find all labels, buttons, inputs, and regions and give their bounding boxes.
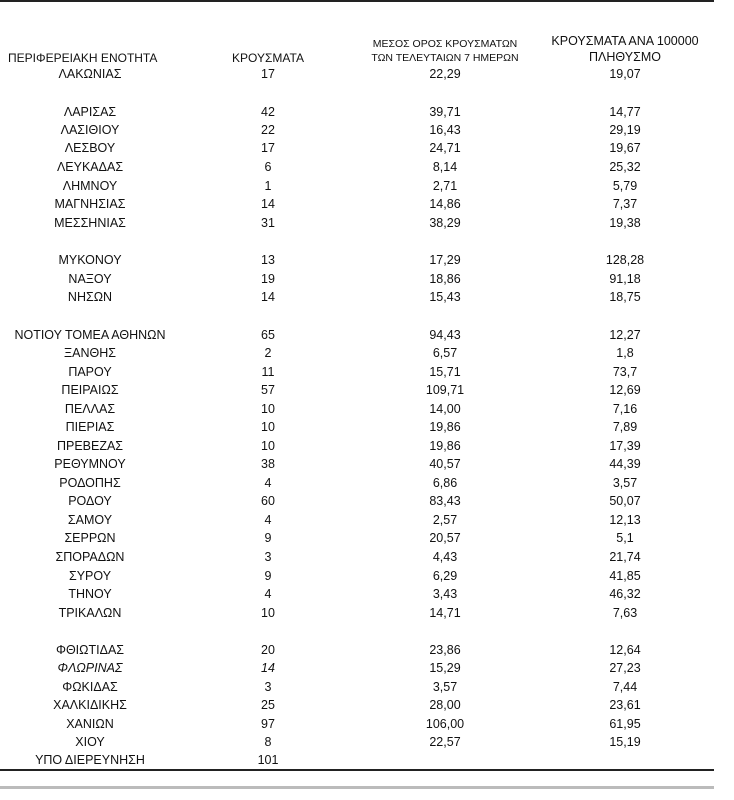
avg-cell: 19,86 bbox=[429, 439, 461, 453]
header-per-line2: ΠΛΗΘΥΣΜΟ bbox=[589, 50, 661, 64]
per100k-cell: 46,32 bbox=[609, 587, 641, 601]
table-row bbox=[0, 363, 714, 382]
table-row bbox=[0, 604, 714, 623]
per100k-cell: 91,18 bbox=[609, 272, 641, 286]
table-row bbox=[0, 103, 714, 122]
bottom-rule bbox=[0, 769, 714, 771]
region-cell: ΝΑΞΟΥ bbox=[68, 272, 112, 286]
region-cell: ΛΑΚΩΝΙΑΣ bbox=[58, 67, 122, 81]
table-row bbox=[0, 715, 714, 734]
per100k-cell: 18,75 bbox=[609, 290, 641, 304]
table-row bbox=[0, 455, 714, 474]
cases-cell: 13 bbox=[261, 253, 275, 267]
table-row bbox=[0, 659, 714, 678]
per100k-cell: 12,69 bbox=[609, 383, 641, 397]
table-row bbox=[0, 696, 714, 715]
table-row bbox=[0, 418, 714, 437]
per100k-cell: 29,19 bbox=[609, 123, 641, 137]
avg-cell: 18,86 bbox=[429, 272, 461, 286]
avg-cell: 2,71 bbox=[432, 179, 458, 193]
region-cell: ΡΕΘΥΜΝΟΥ bbox=[54, 457, 126, 471]
region-cell: ΤΡΙΚΑΛΩΝ bbox=[58, 606, 122, 620]
cases-cell: 97 bbox=[261, 717, 275, 731]
per100k-cell: 5,1 bbox=[616, 531, 634, 545]
cases-cell: 60 bbox=[261, 494, 275, 508]
header-per-100k bbox=[540, 33, 710, 65]
region-cell: ΣΕΡΡΩΝ bbox=[64, 531, 116, 545]
cases-cell: 11 bbox=[261, 365, 275, 379]
per100k-cell: 23,61 bbox=[609, 698, 641, 712]
cases-cell: 19 bbox=[261, 272, 275, 286]
region-cell: ΛΕΥΚΑΔΑΣ bbox=[56, 160, 124, 174]
per100k-cell: 7,89 bbox=[612, 420, 638, 434]
table-row bbox=[0, 567, 714, 586]
avg-cell: 19,86 bbox=[429, 420, 461, 434]
per100k-cell: 41,85 bbox=[609, 569, 641, 583]
region-cell: ΠΕΛΛΑΣ bbox=[64, 402, 116, 416]
region-cell: ΜΑΓΝΗΣΙΑΣ bbox=[54, 197, 126, 211]
avg-cell: 109,71 bbox=[425, 383, 465, 397]
per100k-cell: 12,27 bbox=[609, 328, 641, 342]
cases-cell: 1 bbox=[264, 179, 272, 193]
region-cell: ΛΕΣΒΟΥ bbox=[64, 141, 116, 155]
table-row bbox=[0, 381, 714, 400]
avg-cell: 2,57 bbox=[432, 513, 458, 527]
region-cell: ΝΗΣΩΝ bbox=[67, 290, 113, 304]
per100k-cell: 12,64 bbox=[609, 643, 641, 657]
region-cell: ΥΠΟ ΔΙΕΡΕΥΝΗΣΗ bbox=[35, 753, 145, 767]
per100k-cell: 44,39 bbox=[609, 457, 641, 471]
avg-cell: 14,00 bbox=[429, 402, 461, 416]
avg-cell: 23,86 bbox=[429, 643, 461, 657]
header-per-line1: ΚΡΟΥΣΜΑΤΑ ΑΝΑ 100000 bbox=[551, 34, 699, 48]
avg-cell: 24,71 bbox=[429, 141, 461, 155]
cases-cell: 3 bbox=[264, 550, 272, 564]
avg-cell: 6,86 bbox=[432, 476, 458, 490]
cases-cell: 57 bbox=[261, 383, 275, 397]
per100k-cell: 7,37 bbox=[612, 197, 638, 211]
table-row bbox=[0, 641, 714, 660]
table-row bbox=[0, 678, 714, 697]
table-row bbox=[0, 529, 714, 548]
region-cell: ΠΡΕΒΕΖΑΣ bbox=[56, 439, 124, 453]
table-row bbox=[0, 158, 714, 177]
avg-cell: 4,43 bbox=[432, 550, 458, 564]
avg-cell: 16,43 bbox=[429, 123, 461, 137]
region-cell: ΡΟΔΟΥ bbox=[68, 494, 112, 508]
per100k-cell: 7,63 bbox=[612, 606, 638, 620]
per100k-cell: 128,28 bbox=[605, 253, 645, 267]
cases-cell: 10 bbox=[261, 606, 275, 620]
avg-cell: 6,57 bbox=[432, 346, 458, 360]
per100k-cell: 3,57 bbox=[612, 476, 638, 490]
cases-cell: 8 bbox=[264, 735, 272, 749]
cases-cell: 10 bbox=[261, 402, 275, 416]
table-row bbox=[0, 195, 714, 214]
cases-cell: 10 bbox=[261, 439, 275, 453]
region-cell: ΠΙΕΡΙΑΣ bbox=[65, 420, 115, 434]
cases-cell: 42 bbox=[261, 105, 275, 119]
cases-cell: 14 bbox=[261, 197, 275, 211]
cases-cell: 20 bbox=[261, 643, 275, 657]
avg-cell: 8,14 bbox=[432, 160, 458, 174]
header-avg-line2: ΤΩΝ ΤΕΛΕΥΤΑΙΩΝ 7 ΗΜΕΡΩΝ bbox=[371, 52, 519, 64]
table-row bbox=[0, 177, 714, 196]
table-row bbox=[0, 65, 714, 84]
region-cell: ΞΑΝΘΗΣ bbox=[64, 346, 116, 360]
top-rule bbox=[0, 0, 714, 2]
cases-cell: 4 bbox=[264, 513, 272, 527]
region-cell: ΠΕΙΡΑΙΩΣ bbox=[61, 383, 119, 397]
cases-cell: 101 bbox=[257, 753, 279, 767]
cases-cell: 22 bbox=[261, 123, 275, 137]
region-cell: ΜΥΚΟΝΟΥ bbox=[58, 253, 122, 267]
table-row bbox=[0, 288, 714, 307]
region-cell: ΜΕΣΣΗΝΙΑΣ bbox=[54, 216, 126, 230]
avg-cell: 15,43 bbox=[429, 290, 461, 304]
per100k-cell: 50,07 bbox=[609, 494, 641, 508]
table-row bbox=[0, 474, 714, 493]
region-cell: ΦΛΩΡΙΝΑΣ bbox=[57, 661, 123, 675]
cases-cell: 4 bbox=[264, 476, 272, 490]
avg-cell: 106,00 bbox=[425, 717, 465, 731]
table-row bbox=[0, 585, 714, 604]
table-row bbox=[0, 548, 714, 567]
per100k-cell: 19,38 bbox=[609, 216, 641, 230]
region-cell: ΦΘΙΩΤΙΔΑΣ bbox=[55, 643, 125, 657]
table-row bbox=[0, 511, 714, 530]
avg-cell: 39,71 bbox=[429, 105, 461, 119]
cases-cell: 17 bbox=[261, 67, 275, 81]
avg-cell: 38,29 bbox=[429, 216, 461, 230]
per100k-cell: 27,23 bbox=[609, 661, 641, 675]
cases-cell: 9 bbox=[264, 531, 272, 545]
cases-cell: 14 bbox=[261, 661, 275, 675]
avg-cell: 14,71 bbox=[429, 606, 461, 620]
avg-cell: 22,29 bbox=[429, 67, 461, 81]
cases-cell: 65 bbox=[261, 328, 275, 342]
header-region: ΠΕΡΙΦΕΡΕΙΑΚΗ ΕΝΟΤΗΤΑ bbox=[8, 51, 158, 65]
region-cell: ΦΩΚΙΔΑΣ bbox=[62, 680, 118, 694]
table-row bbox=[0, 344, 714, 363]
per100k-cell: 25,32 bbox=[609, 160, 641, 174]
cases-cell: 6 bbox=[264, 160, 272, 174]
cases-cell: 31 bbox=[261, 216, 275, 230]
header-cases: ΚΡΟΥΣΜΑΤΑ bbox=[232, 51, 304, 65]
per100k-cell: 21,74 bbox=[609, 550, 641, 564]
region-cell: ΣΠΟΡΑΔΩΝ bbox=[55, 550, 125, 564]
cases-cell: 38 bbox=[261, 457, 275, 471]
region-cell: ΣΑΜΟΥ bbox=[67, 513, 113, 527]
per100k-cell: 1,8 bbox=[616, 346, 634, 360]
cases-cell: 2 bbox=[264, 346, 272, 360]
region-cell: ΧΙΟΥ bbox=[75, 735, 105, 749]
cases-cell: 25 bbox=[261, 698, 275, 712]
per100k-cell: 15,19 bbox=[609, 735, 641, 749]
avg-cell: 3,43 bbox=[432, 587, 458, 601]
cases-cell: 14 bbox=[261, 290, 275, 304]
header-avg-line1: ΜΕΣΟΣ ΟΡΟΣ ΚΡΟΥΣΜΑΤΩΝ bbox=[372, 38, 518, 50]
cases-cell: 9 bbox=[264, 569, 272, 583]
table-row bbox=[0, 121, 714, 140]
cases-cell: 10 bbox=[261, 420, 275, 434]
avg-cell: 15,29 bbox=[429, 661, 461, 675]
region-cell: ΛΗΜΝΟΥ bbox=[62, 179, 118, 193]
avg-cell: 20,57 bbox=[429, 531, 461, 545]
avg-cell: 28,00 bbox=[429, 698, 461, 712]
per100k-cell: 7,44 bbox=[612, 680, 638, 694]
footer-rule bbox=[0, 786, 714, 789]
region-cell: ΧΑΝΙΩΝ bbox=[66, 717, 114, 731]
per100k-cell: 12,13 bbox=[609, 513, 641, 527]
table-row bbox=[0, 437, 714, 456]
avg-cell: 22,57 bbox=[429, 735, 461, 749]
table-row bbox=[0, 400, 714, 419]
header-avg-7-days bbox=[360, 37, 530, 65]
cases-cell: 17 bbox=[261, 141, 275, 155]
cases-cell: 4 bbox=[264, 587, 272, 601]
avg-cell: 3,57 bbox=[432, 680, 458, 694]
region-cell: ΡΟΔΟΠΗΣ bbox=[59, 476, 121, 490]
per100k-cell: 73,7 bbox=[612, 365, 638, 379]
table-row bbox=[0, 751, 714, 770]
per100k-cell: 14,77 bbox=[609, 105, 641, 119]
avg-cell: 6,29 bbox=[432, 569, 458, 583]
region-cell: ΠΑΡΟΥ bbox=[68, 365, 112, 379]
avg-cell: 14,86 bbox=[429, 197, 461, 211]
per100k-cell: 19,07 bbox=[609, 67, 641, 81]
cases-cell: 3 bbox=[264, 680, 272, 694]
region-cell: ΛΑΣΙΘΙΟΥ bbox=[60, 123, 120, 137]
per100k-cell: 7,16 bbox=[612, 402, 638, 416]
avg-cell: 15,71 bbox=[429, 365, 461, 379]
avg-cell: 17,29 bbox=[429, 253, 461, 267]
region-cell: ΤΗΝΟΥ bbox=[68, 587, 112, 601]
table-row bbox=[0, 251, 714, 270]
per100k-cell: 19,67 bbox=[609, 141, 641, 155]
avg-cell: 94,43 bbox=[429, 328, 461, 342]
avg-cell: 40,57 bbox=[429, 457, 461, 471]
region-cell: ΣΥΡΟΥ bbox=[68, 569, 112, 583]
table-row bbox=[0, 492, 714, 511]
per100k-cell: 61,95 bbox=[609, 717, 641, 731]
region-cell: ΝΟΤΙΟΥ ΤΟΜΕΑ ΑΘΗΝΩΝ bbox=[14, 328, 166, 342]
region-cell: ΧΑΛΚΙΔΙΚΗΣ bbox=[53, 698, 127, 712]
per100k-cell: 5,79 bbox=[612, 179, 638, 193]
avg-cell: 83,43 bbox=[429, 494, 461, 508]
table-row bbox=[0, 214, 714, 233]
region-cell: ΛΑΡΙΣΑΣ bbox=[63, 105, 117, 119]
table-row bbox=[0, 139, 714, 158]
per100k-cell: 17,39 bbox=[609, 439, 641, 453]
table-row bbox=[0, 326, 714, 345]
table-row bbox=[0, 733, 714, 752]
table-row bbox=[0, 270, 714, 289]
